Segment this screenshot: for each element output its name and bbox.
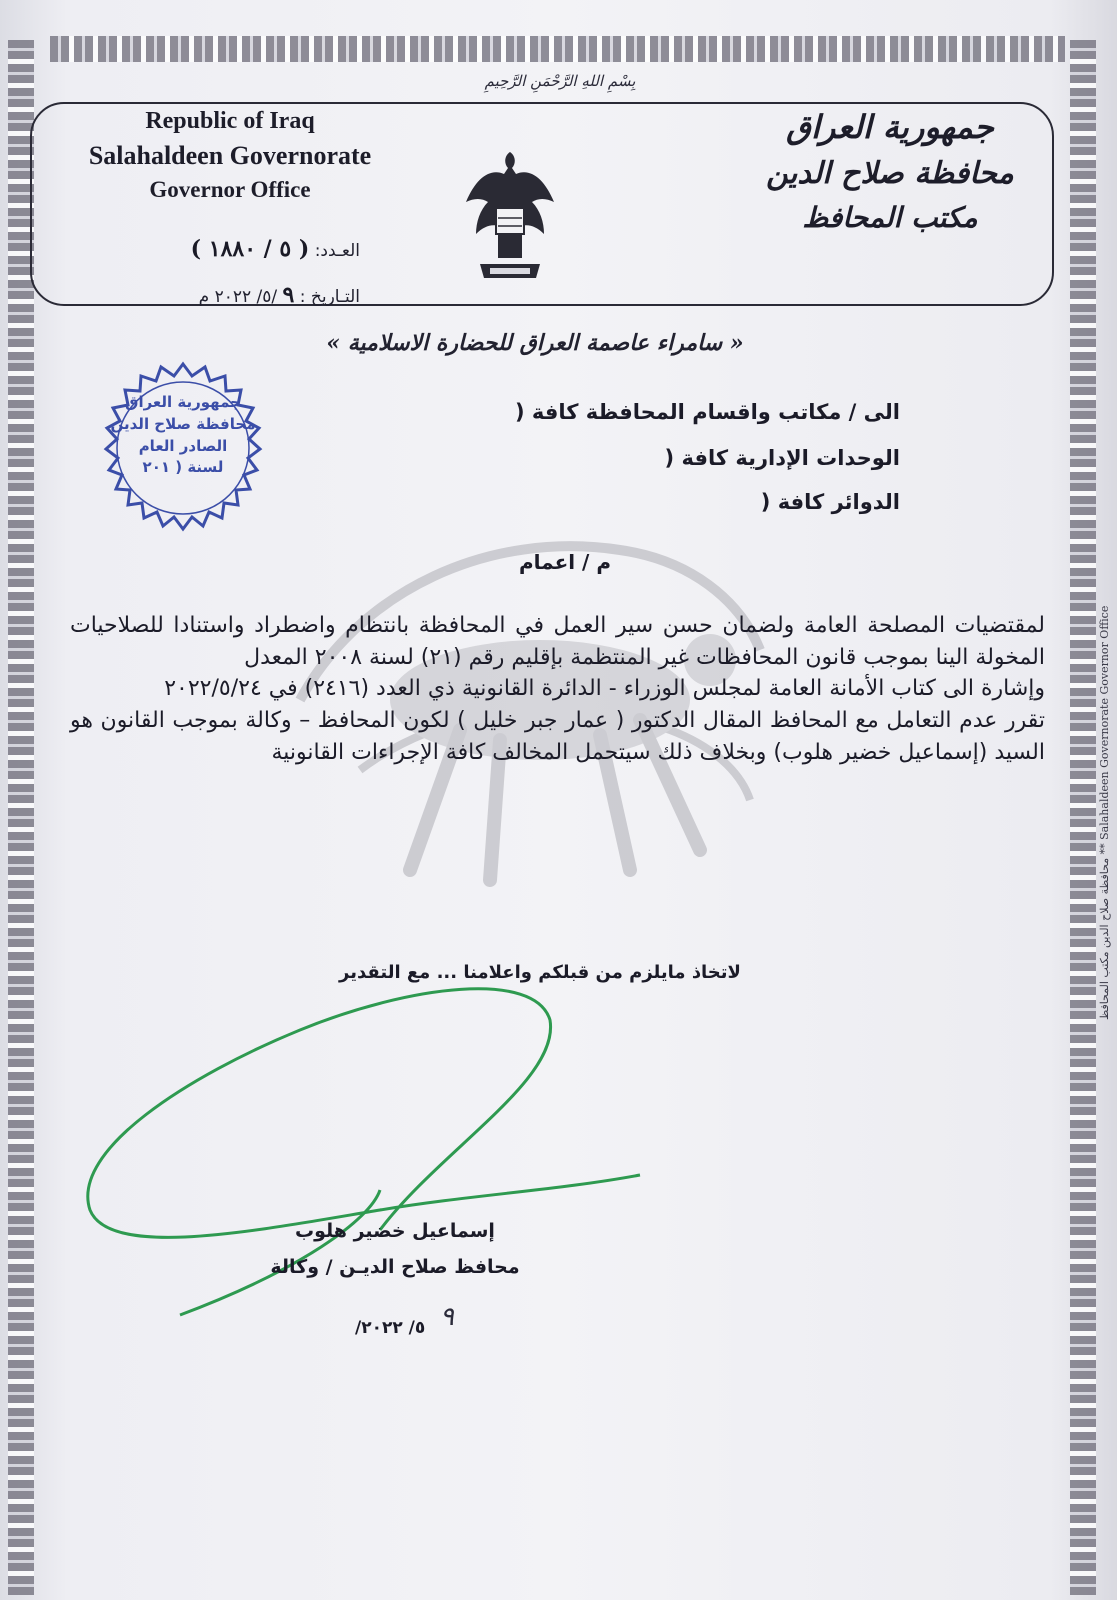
- arabic-letterhead: [740, 108, 1040, 244]
- reference-label: العـدد:: [314, 241, 360, 261]
- subject-line: م / اعمام: [519, 550, 611, 574]
- stamp-line-country: جمهورية العراق: [125, 393, 241, 411]
- body-paragraph-1: لمقتضيات المصلحة العامة ولضمان حسن سير العمل في المحافظة بانتظام واضطراد واستنادا للصلاحيات المخولة الينا بموجب قانون المحافظات غير المنتظمة بإقليم رقم (٢١) لسنة ٢٠٠٨ المعدل: [70, 613, 1045, 670]
- recipient-line-1: الى / مكاتب واقسام المحافظة كافة (: [514, 400, 900, 424]
- signatory-date: [355, 1318, 425, 1338]
- signatory-date-day: ٩: [440, 1302, 454, 1332]
- english-letterhead: [40, 108, 420, 209]
- iraq-eagle-emblem: [460, 148, 560, 288]
- stamp-line-year: لسنة ( ٢٠١: [142, 458, 224, 477]
- signatory-date-value: /٥/ ٢٠٢٢: [355, 1318, 426, 1338]
- decorative-border-top: [50, 36, 1065, 62]
- english-office: Governor Office: [149, 177, 311, 202]
- recipient-line-2: الوحدات الإدارية كافة (: [664, 446, 900, 470]
- reference-value: ( ٥ / ١٨٨٠ ): [190, 236, 310, 262]
- body-paragraph-2: وإشارة الى كتاب الأمانة العامة لمجلس الوزراء - الدائرة القانونية ذي العدد (٢٤١٦) في ٢٠٢٢/٥/٢٤: [164, 676, 1045, 702]
- date-day-handwritten: ٩: [282, 282, 295, 308]
- body-paragraph-3: تقرر عدم التعامل مع المحافظ المقال الدكتور ( عمار جبر خليل ) لكون المحافظ – وكالة بموجب القانون هو السيد (إسماعيل خضير هلوب) وبخلاف ذلك سيتحمل المخالف كافة الإجراءات القانونية: [70, 708, 1045, 765]
- stamp-line-governorate: محافظة صلاح الدين: [110, 414, 256, 433]
- english-governorate: Salahaldeen Governorate: [88, 141, 372, 170]
- stamp-text: [105, 392, 261, 479]
- recipient-line-3: الدوائر كافة (: [760, 490, 900, 514]
- letter-date: [110, 282, 360, 308]
- date-label: التـاريخ :: [299, 287, 360, 307]
- stamp-line-outgoing: الصادر العام: [138, 436, 228, 455]
- date-value: /٥/ ٢٠٢٢ م: [198, 287, 278, 307]
- signatory-block: [220, 1220, 570, 1292]
- decorative-border-right: [1070, 40, 1096, 1595]
- signatory-name: إسماعيل خضير هلوب: [295, 1220, 495, 1242]
- closing-line: لاتخاذ مايلزم من قبلكم واعلامنا ... مع التقدير: [339, 962, 741, 983]
- arabic-office: مكتب المحافظ: [802, 201, 978, 234]
- reference-number: [110, 236, 360, 262]
- letter-body: [70, 610, 1045, 768]
- side-border-text: محافظة صلاح الدين مكتب المحافظ ** Salahaldeen Governorate Governor Office: [1098, 605, 1111, 1020]
- basmala: بِسْمِ اللهِ الرَّحْمَنِ الرَّحِيمِ: [484, 72, 636, 90]
- arabic-country: جمهورية العراق: [786, 108, 994, 146]
- english-country: Republic of Iraq: [145, 108, 315, 134]
- signatory-title: محافظ صلاح الديـن / وكالة: [270, 1256, 520, 1278]
- slogan: « سامراء عاصمة العراق للحضارة الاسلامية »: [326, 330, 744, 356]
- arabic-governorate: محافظة صلاح الدين: [766, 156, 1014, 191]
